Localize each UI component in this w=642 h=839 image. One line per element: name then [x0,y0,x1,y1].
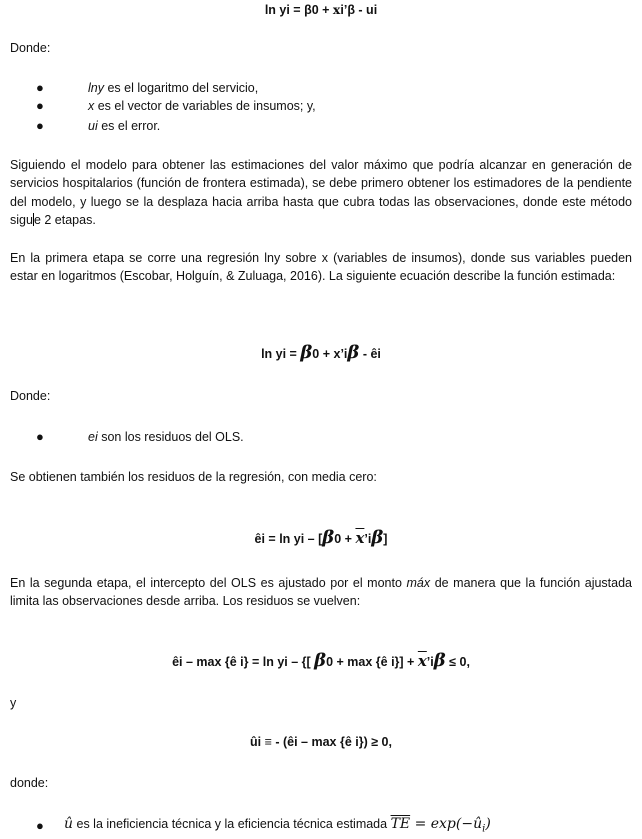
bullet-desc: es el error. [97,119,161,133]
eq2-a: ln yi = [261,347,301,361]
te-formula: = exp(−û [410,816,483,832]
bullet-term: ui [88,119,98,133]
beta-tilde-symbol: β [347,342,360,363]
paragraph-model-method [10,156,632,230]
bullet-term: ei [88,430,98,444]
x-bar-symbol: $\overline{x}$ [355,529,365,547]
equation-adjusted-residuals [10,650,632,671]
eq4-a: êi – max {ê i} = ln yi – {[ [172,655,315,669]
eq3-b: 0 + [334,532,356,546]
paragraph-text: En la segunda etapa, el intercepto del OLS es ajustado por el monto [10,576,407,590]
bullet-item-ui [88,119,160,133]
donde-label-1: Donde: [10,41,51,55]
x-bar-symbol: $\overline{x}$ [417,652,427,670]
bullet-dot-icon: ● [36,429,44,444]
bullet-item-x [88,99,316,113]
donde-label-2: Donde: [10,389,51,403]
bullet-item-technical-efficiency [64,816,491,835]
bullet-desc: es el logaritmo del servicio, [103,81,259,95]
donde-label-3: donde: [10,776,49,790]
paragraph-first-stage: En la primera etapa se corre una regresión lny sobre x (variables de insumos), donde sus variables pueden estar en logaritmos (Escobar, Holguín, & Zuluaga, 2016). La siguiente ecuación describe la función estimada: [10,251,632,284]
eq1-prefix: ln yi = β0 + [264,3,333,17]
bullet-desc: es el vector de variables de insumos; y, [94,99,316,113]
eq1-suffix: i’β - ui [340,3,378,17]
paragraph-second-stage [10,574,632,611]
equation-residuals [10,527,632,548]
eq1-x: x [332,2,341,17]
eq3-d: ] [383,532,388,546]
connector-y: y [10,696,17,710]
eq4-b: 0 + max {ê i}] + [326,655,418,669]
paragraph-text-end: de manera que la función ajustada limita las observaciones desde arriba. Los residuos se vuelven: [10,576,632,609]
paragraph-term-max: máx [406,576,431,590]
bullet-item-ei [88,430,244,444]
eq2-c: - êi [359,347,381,361]
te-formula-close: ) [485,816,491,832]
beta-hat-symbol: β [322,527,335,548]
equation-ols-estimated [10,342,632,363]
bullet-desc: es la ineficiencia técnica y la eficiencia técnica estimada [73,817,391,831]
eq4-c: ’i [426,655,434,669]
bullet-dot-icon: ● [36,118,44,133]
beta-tilde-symbol: β [371,527,384,548]
paragraph-text: Siguiendo el modelo para obtener las estimaciones del valor máximo que podría alcanzar en generación de servicios hospitalarios (función de frontera estimada), se debe primero obtener los estimadores de la pendiente del modelo, y luego se la desplaza hacia arriba hasta que cubra todas las observaciones, donde este método sigu [10,158,632,228]
bullet-dot-icon: ● [36,98,44,113]
bullet-item-lny [88,81,258,95]
te-hat-symbol: $\overline{TE}$ [390,816,411,832]
u-hat-symbol: û [64,816,74,832]
document-page [10,0,632,839]
paragraph-residuals: Se obtienen también los residuos de la regresión, con media cero: [10,470,377,484]
bullet-term: x [88,99,95,113]
eq3-a: êi = ln yi – [ [254,532,323,546]
bullet-desc: son los residuos del OLS. [97,430,244,444]
bullet-term: lny [88,81,104,95]
paragraph-text-end: e 2 etapas. [33,213,96,228]
bullet-dot-icon: ● [36,80,44,95]
beta-tilde-symbol: β [433,650,446,671]
bullet-dot-icon: ● [36,818,44,833]
equation-inefficiency: ûi ≡ - (êi – max {ê i}) ≥ 0, [250,735,392,749]
beta-hat-symbol: β [314,650,327,671]
eq4-d: ≤ 0, [445,655,470,669]
eq2-b: 0 + x’i [312,347,348,361]
equation-frontier-model [10,2,632,17]
beta-hat-symbol: β [300,342,313,363]
te-formula-subscript: i [482,823,486,835]
eq3-c: ’i [364,532,372,546]
